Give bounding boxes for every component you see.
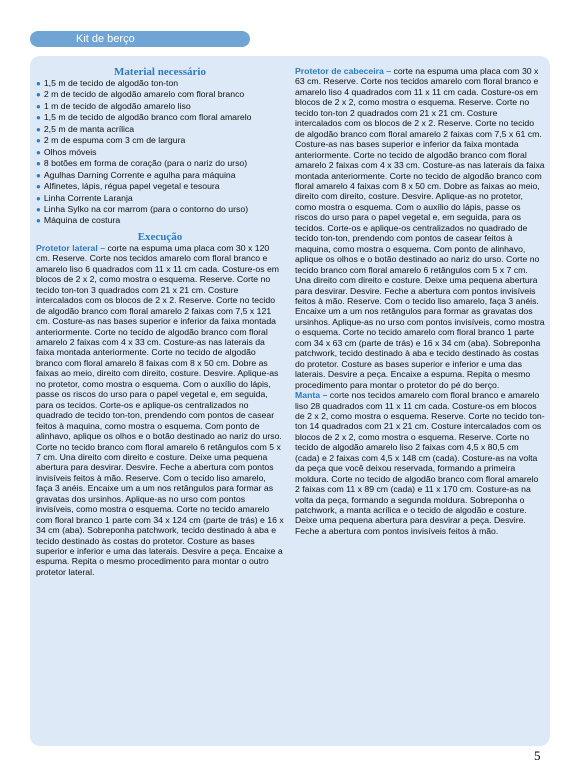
protetor-cabeceira-paragraph: [295, 66, 545, 390]
bullet-icon: ●: [36, 124, 41, 134]
bullet-icon: ●: [36, 193, 41, 203]
section-tab-label: Kit de berço: [76, 33, 135, 45]
bullet-icon: ●: [36, 170, 41, 180]
list-item: ● Máquina de costura: [36, 215, 121, 226]
left-column: [36, 66, 284, 577]
list-item: ● 1 m de tecido de algodão amarelo liso: [36, 100, 191, 111]
list-item: ● 1,5 m de tecido de algodão branco com floral amarelo: [36, 112, 252, 123]
list-item: ● 2 m de espuma com 3 cm de largura: [36, 135, 186, 146]
execution-heading: Execução: [137, 230, 183, 243]
list-item: ● Linha Sylko na cor marrom (para o contorno do urso): [36, 203, 249, 214]
list-item: ● 8 botões em forma de coração (para o nariz do urso): [36, 158, 248, 169]
list-item: ● 1,5 m de tecido de algodão ton-ton: [36, 78, 179, 88]
bullet-icon: ●: [36, 79, 41, 88]
protetor-lateral-title: Protetor lateral –: [36, 242, 106, 253]
bullet-icon: ●: [36, 136, 41, 146]
materials-heading: Material necessário: [114, 66, 206, 78]
list-item: ● 2 m de tecido de algodão amarelo com floral branco: [36, 89, 245, 100]
manta-title: Manta –: [295, 390, 328, 401]
bullet-icon: ●: [36, 204, 41, 214]
manta-paragraph: [295, 390, 545, 536]
list-item: ● Agulhas Darning Corrente e agulha para máquina: [36, 169, 236, 180]
protetor-cabeceira-text: corte na espuma uma placa com 30 x 63 cm. Reserve. Corte nos tecidos amarelo com floral branco e amarelo liso 4 quadrados com 11 x 11 cm cada. Costure-os em blocos de 2 x 2, como mostra o esquema. Reserve. Corte no tecido ton-ton 2 quadrados com 21 x 21 cm. Costure intercalados com os blocos de 2 x 2. Reserve. Corte no tecido de algodão branco com floral amarelo 2 faixas com 7,5 x 61 cm. Costure-as nas bases superior e inferior da faixa montada anteriormente. Corte no tecido de algodão branco com floral amarelo 2 faixas com 4 x 33 cm. Costure-as nas laterais da faixa montada anteriormente. Corte no tecido de algodão branco com floral amarelo 4 faixas com 8 x 50 cm. Dobre as faixas ao meio, direito com direito, costure. Desvire. Aplique-as no protetor, como mostra o esquema. Com o auxílio do lápis, passe os riscos do urso para o papel vegetal e, em seguida, para os tecidos. Corte-os e aplique-os centralizados no quadrado de tecido ton-ton, prendendo com pontos de casear feitos à maquina, como mostra o esquema. Com ponto de alinhavo, aplique os olhos e o botão destinado ao nariz do urso. Corte no tecido branco com floral amarelo 6 retângulos com 5 x 7 cm. Una direito com direito e costure. Deixe uma pequena abertura para desvirar. Desvire. Feche a abertura com pontos invisíveis feitos à mão. Reserve. Com o tecido liso amarelo, faça 3 anéis. Encaixe um a um nos retângulos para formar as gravatas dos ursinhos. Aplique-as no urso com pontos invisíveis, como mostra o esquema. Corte no tecido amarelo com floral branco 1 parte com 34 x 63 cm (parte de trás) e 16 x 34 cm (aba). Sobreponha patchwork, tecido destinado à aba e tecido destinado às costas do protetor. Costure as bases superior e inferior e uma das laterais. Desvire a peça. Encaixe a espuma. Repita o mesmo procedimento para montar o protetor do pé do berço.: [295, 66, 545, 390]
bullet-icon: ●: [36, 101, 41, 111]
bullet-icon: ●: [36, 113, 41, 123]
bullet-icon: ●: [36, 159, 41, 169]
bullet-icon: ●: [36, 90, 41, 100]
bullet-icon: ●: [36, 216, 41, 226]
right-column: [295, 66, 545, 536]
protetor-lateral-text: corte na espuma uma placa com 30 x 120 cm. Reserve. Corte nos tecidos amarelo com floral branco e amarelo liso 6 quadrados com 11 x 11 cm cada. Costure-os em blocos de 2 x 2, como mostra o esquema. Reserve. Corte no tecido ton-ton 3 quadrados com 21 x 21 cm. Costure intercalados com os blocos de 2 x 2. Reserve. Corte no tecido de algodão branco com floral amarelo 2 faixas com 7,5 x 121 cm. Costure-as nas bases superior e inferior da faixa montada anteriormente. Corte no tecido de algodão branco com floral amarelo 2 faixas com 4 x 33 cm. Costure-as nas laterais da faixa montada anteriormente. Corte no tecido de algodão branco com floral amarelo 8 faixas com 8 x 50 cm. Dobre as faixas ao meio, direito com direito, costure. Desvire. Aplique-as no protetor, como mostra o esquema. Com o auxílio do lápis, passe os riscos do urso para o papel vegetal e, em seguida, para os tecidos. Corte-os e aplique-os centralizados no quadrado de tecido ton-ton, prendendo com pontos de casear feitos à maquina, como mostra o esquema. Com ponto de alinhavo, aplique os olhos e o botão destinado ao nariz do urso. Corte no tecido branco com floral amarelo 6 retângulos com 5 x 7 cm. Una direito com direito e costure. Deixe uma pequena abertura para desvirar. Desvire. Feche a abertura com pontos invisíveis feitos à mão. Reserve. Com o tecido liso amarelo, faça 3 anéis. Encaixe um a um nos retângulos para formar as gravatas dos ursinhos. Aplique-as no urso com pontos invisíveis, como mostra o esquema. Corte no tecido amarelo com floral branco 1 parte com 34 x 124 cm (parte de trás) e 16 x 34 cm (aba). Sobreponha patchwork, tecido destinado à aba e tecido destinado às costas do protetor. Costure as bases superior e inferior e uma das laterais. Desvire a peça. Encaixe a espuma. Repita o mesmo procedimento para montar o outro protetor lateral.: [36, 242, 284, 577]
list-item: ● 2,5 m de manta acrílica: [36, 123, 135, 134]
protetor-cabeceira-title: Protetor de cabeceira –: [295, 66, 392, 76]
section-tab: [30, 31, 250, 47]
materials-list: [36, 78, 284, 227]
bullet-icon: ●: [36, 182, 41, 192]
list-item: ● Linha Corrente Laranja: [36, 192, 133, 203]
list-item: ● Olhos móveis: [36, 146, 97, 157]
bullet-icon: ●: [36, 147, 41, 157]
list-item: ● Alfinetes, lápis, régua papel vegetal e tesoura: [36, 181, 220, 192]
page-number: 5: [534, 748, 541, 763]
manta-text: corte nos tecidos amarelo com floral branco e amarelo liso 28 quadrados com 11 x 11 cm cada. Costure-os em blocos de 2 x 2, como mostra o esquema. Reserve. Corte no tecido ton-ton 14 quadrados com 21 x 21 cm. Costure intercalados com os blocos de 2 x 2, como mostra o esquema. Reserve. Corte no tecido de algodão amarelo liso 2 faixas com 4,5 x 80,5 cm (cada) e 2 faixas com 4,5 x 148 cm (cada). Costure-as na volta da peça que você deixou reservada, formando a primeira moldura. Corte no tecido de algodão branco com floral amarelo 2 faixas com 11 x 89 cm (cada) e 11 x 170 cm. Costure-as na volta da peça, formando a segunda moldura. Sobreponha o patchwork, a manta acrílica e o tecido de algodão e costure. Deixe uma pequena abertura para desvirar a peça. Desvire. Feche a abertura com pontos invisíveis feitos à mão.: [295, 390, 545, 536]
protetor-lateral-paragraph: [36, 243, 284, 578]
